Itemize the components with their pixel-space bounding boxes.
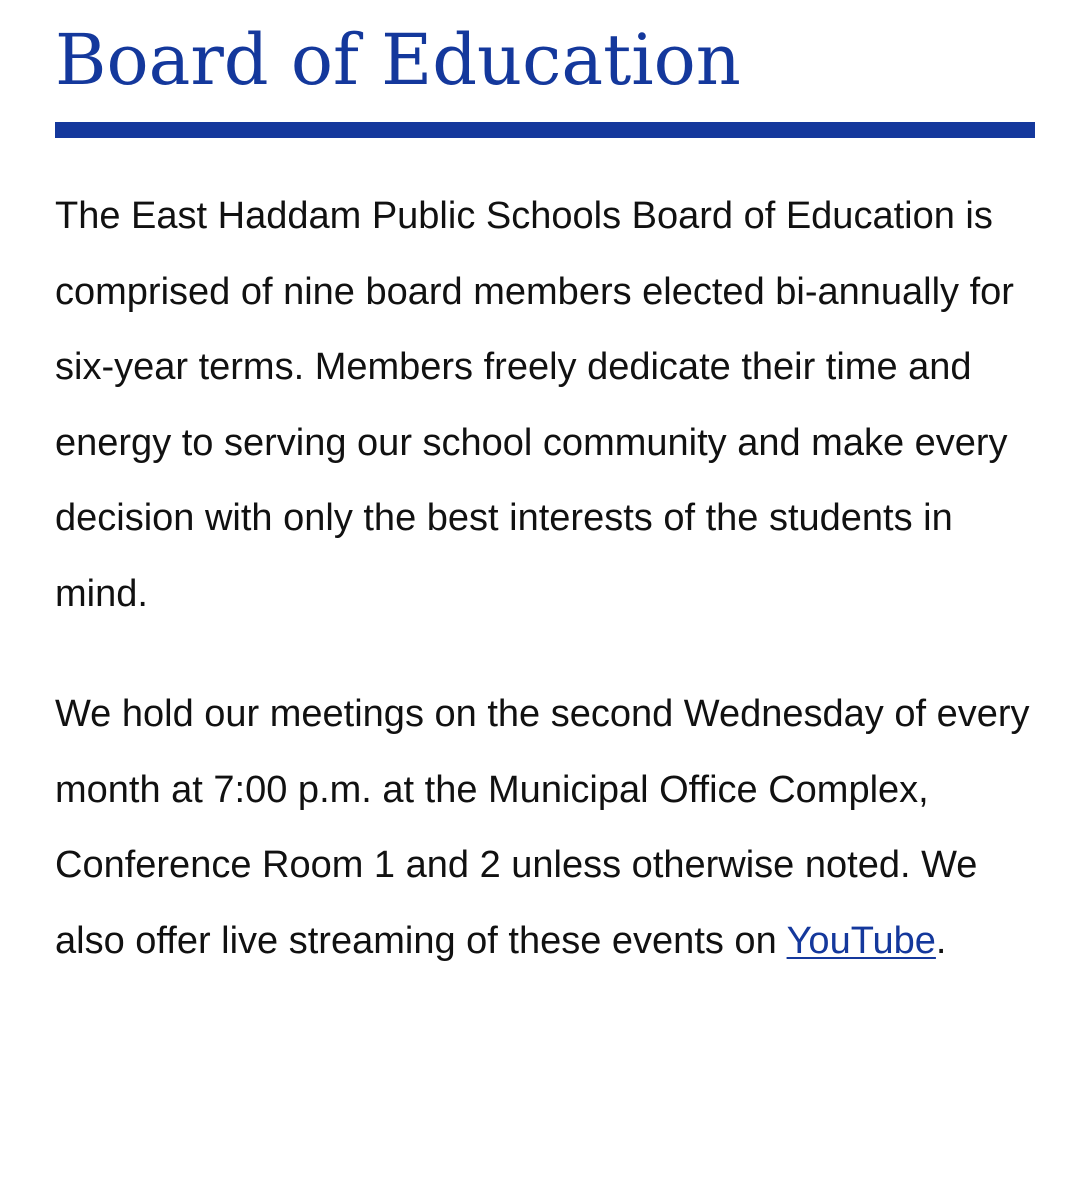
- page-title: Board of Education: [55, 19, 741, 101]
- title-divider: [55, 122, 1035, 138]
- meetings-text-end: .: [935, 919, 947, 962]
- meetings-paragraph: [55, 677, 1035, 979]
- main-content: [55, 0, 1035, 979]
- youtube-link[interactable]: YouTube: [786, 919, 936, 962]
- intro-paragraph: The East Haddam Public Schools Board of Education is comprised of nine board members elected bi-annually for six-year terms. Members freely dedicate their time and energy to serving our school community and make every decision with only the best interests of the students in mind.: [55, 195, 1014, 615]
- meetings-text: We hold our meetings on the second Wednesday of every month at 7:00 p.m. at the Municipal Office Complex, Conference Room 1 and 2 unless otherwise noted. We also offer live streaming of these events on: [55, 693, 1030, 962]
